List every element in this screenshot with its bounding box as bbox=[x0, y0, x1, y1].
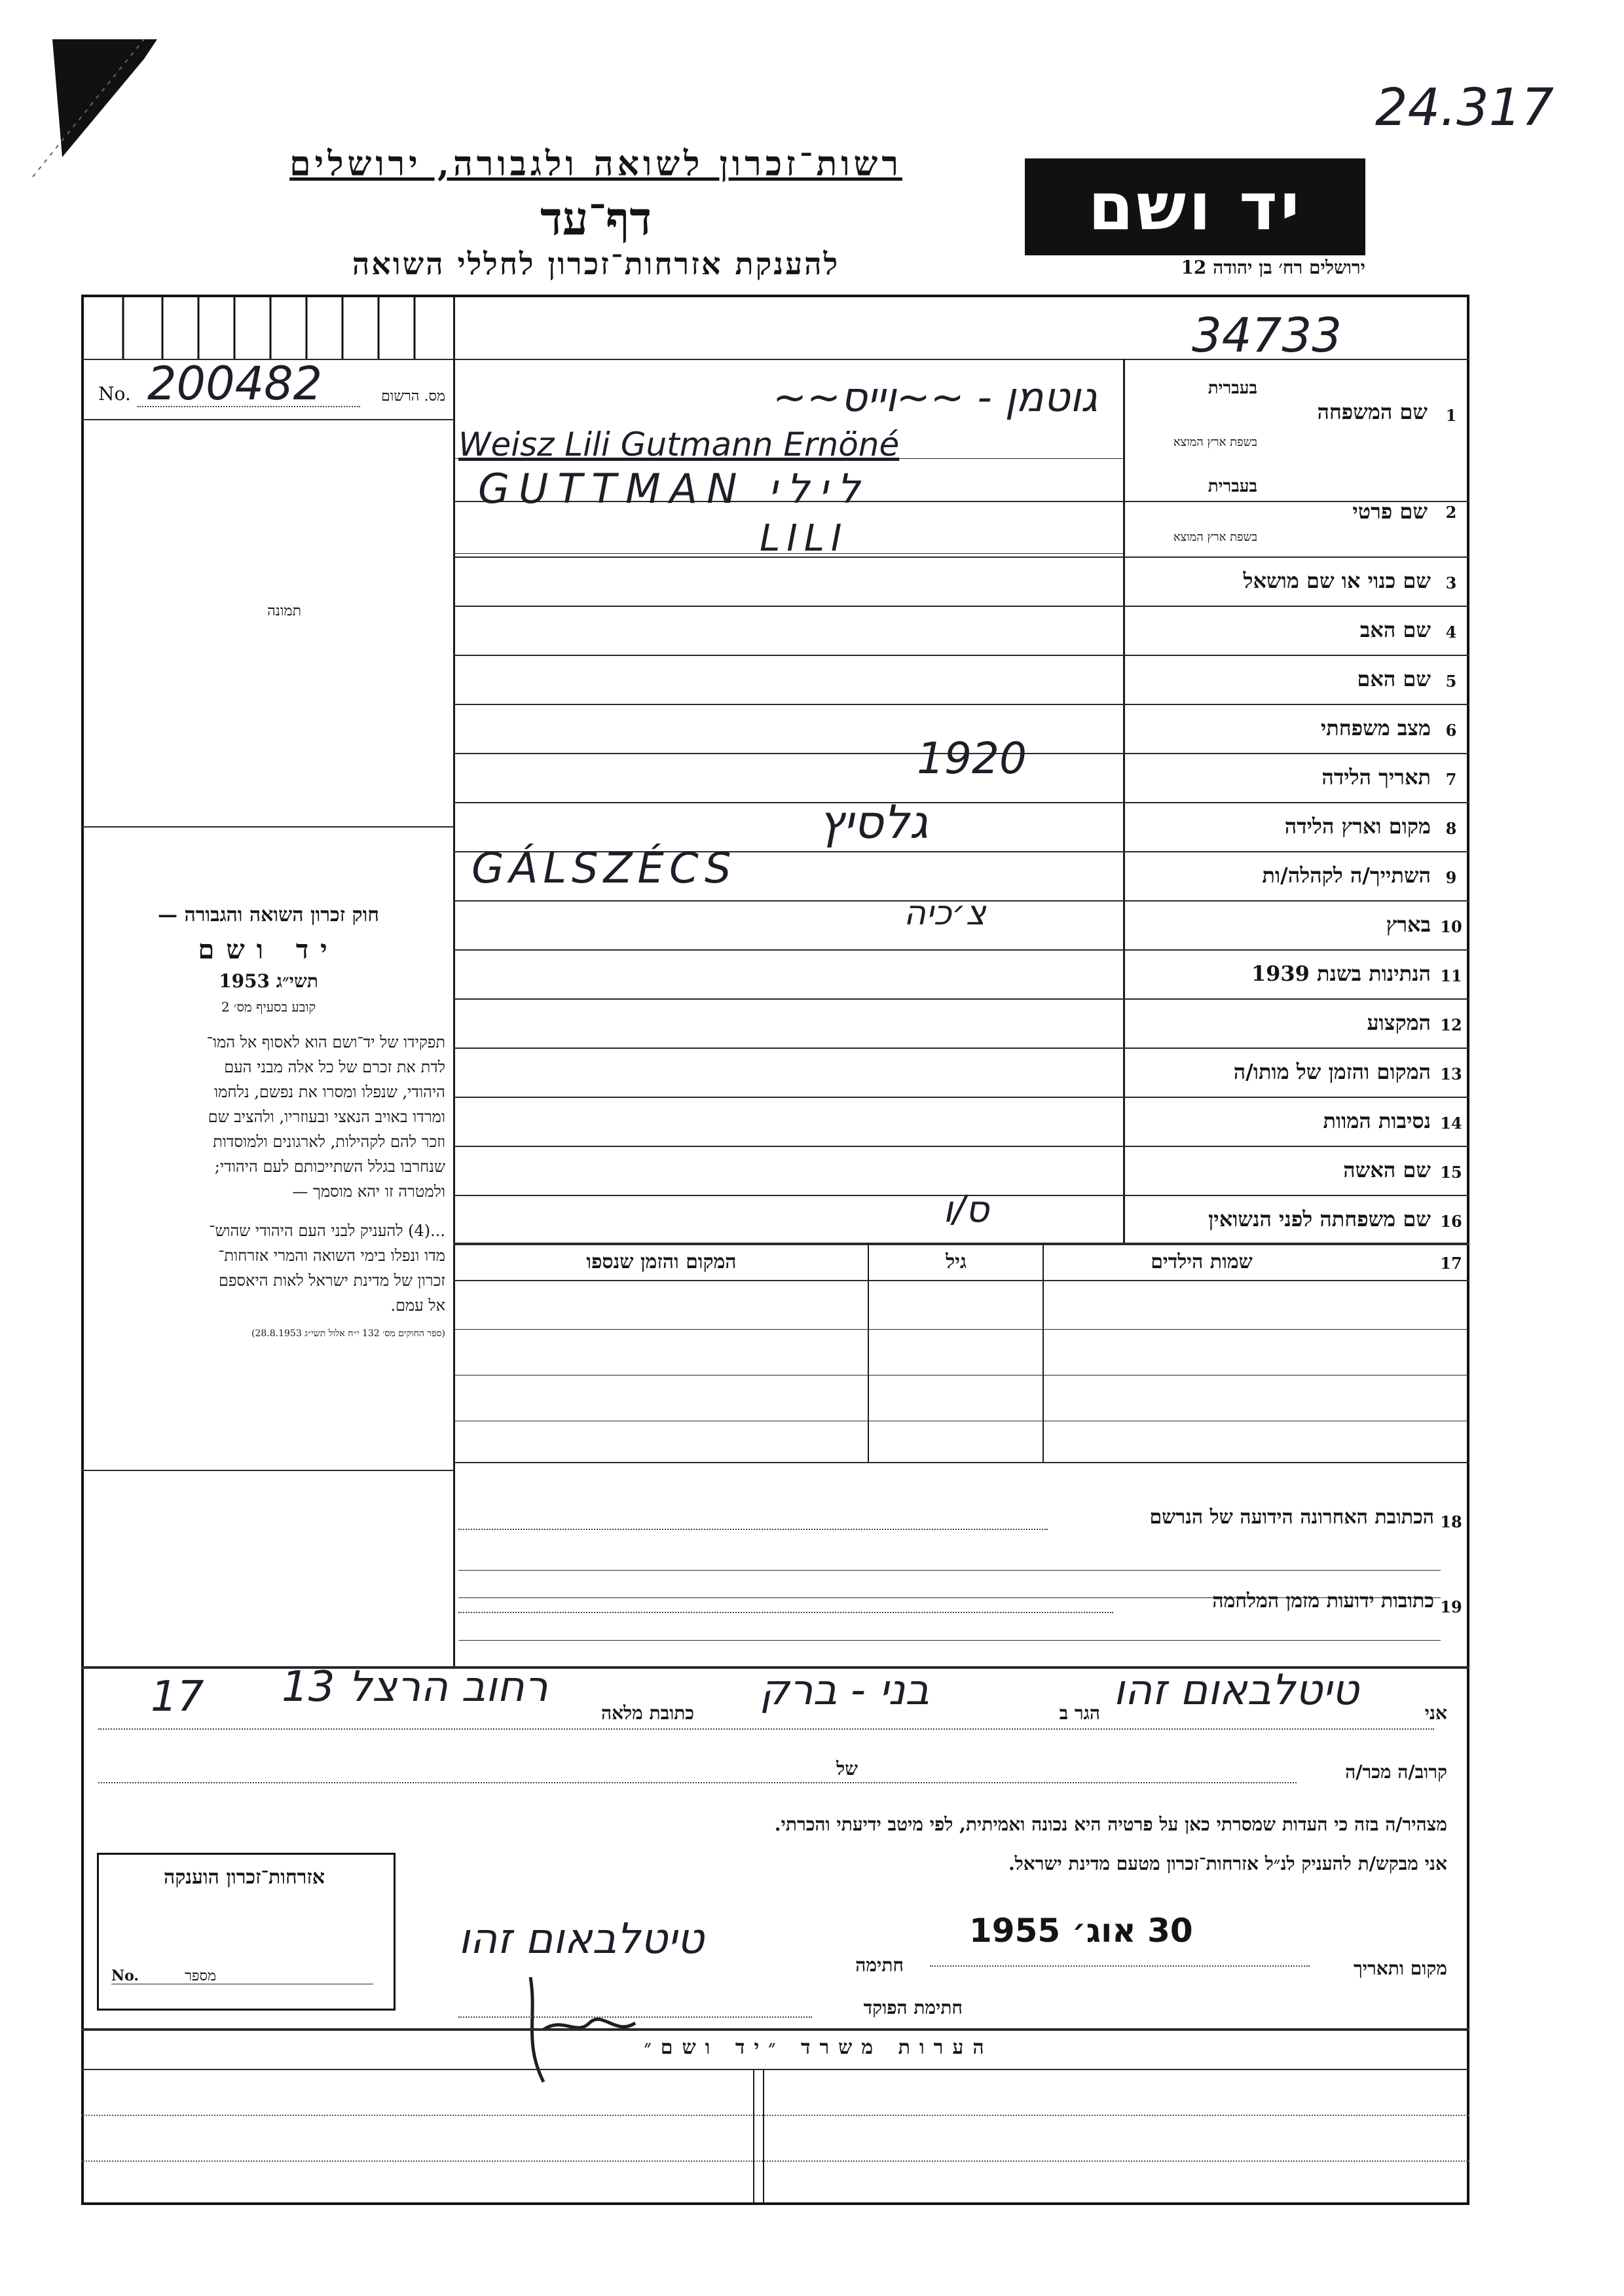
decl-address-label: כתובת מלאה bbox=[600, 1702, 694, 1724]
rule bbox=[458, 1570, 1441, 1571]
photo-bottom bbox=[81, 826, 454, 828]
reg-no-underline bbox=[138, 406, 360, 408]
field-label: שם האשה bbox=[1343, 1157, 1431, 1182]
rule bbox=[81, 2160, 1469, 2162]
field-label: שם האב bbox=[1359, 617, 1431, 642]
register-boxes bbox=[84, 297, 452, 359]
citizenship-box-title: אזרחות־זכרון הוענקה bbox=[163, 1866, 325, 1889]
decl-of-label: של bbox=[836, 1758, 858, 1779]
rule bbox=[453, 704, 1469, 705]
field-value: GUTTMAN לילי bbox=[478, 465, 870, 513]
field-value: Weisz Lili Gutmann Ernöné bbox=[458, 426, 900, 464]
citizenship-number-label: מספר bbox=[185, 1968, 216, 1984]
field-label: מקום וארץ הלידה bbox=[1284, 814, 1431, 839]
field-number: 2 bbox=[1445, 503, 1457, 522]
photo-top bbox=[81, 419, 454, 420]
law-line: ...(4) להעניק לבני העם היהודי שהוש־ bbox=[209, 1222, 445, 1240]
law-block bbox=[92, 903, 445, 1339]
rule bbox=[453, 1462, 1469, 1463]
rule bbox=[453, 802, 1469, 803]
rule bbox=[453, 655, 1469, 656]
field-sub: בשפת ארץ המוצא bbox=[1173, 435, 1257, 449]
children-divider bbox=[868, 1243, 869, 1462]
field-value: גלסיץ bbox=[819, 795, 929, 849]
decl-i-value: טיטלבאום זהו bbox=[1113, 1666, 1359, 1715]
field-label: נסיבות המוות bbox=[1323, 1108, 1431, 1133]
rule bbox=[453, 1048, 1469, 1049]
law-line: וזכר להם לקהילות, לארגונים ולמוסדות bbox=[213, 1133, 445, 1151]
address-line: ירושלים רח׳ בן יהודה 12 bbox=[1181, 257, 1365, 278]
field-label: המקום והזמן של מותו/ה bbox=[1233, 1059, 1431, 1084]
rule bbox=[81, 2069, 1469, 2070]
field-number: 18 bbox=[1440, 1512, 1462, 1531]
law-bottom bbox=[81, 1470, 454, 1471]
reg-no-prefix: No. bbox=[98, 383, 131, 405]
law-name: יד ושם bbox=[198, 934, 339, 965]
field-label: שם פרטי bbox=[1352, 499, 1428, 524]
field-sub: בעברית bbox=[1208, 477, 1257, 496]
field-number: 16 bbox=[1440, 1212, 1462, 1231]
signature-label: חתימה bbox=[855, 1954, 904, 1976]
rule bbox=[98, 1782, 1297, 1784]
field-number: 3 bbox=[1445, 574, 1457, 592]
corner-mark bbox=[13, 13, 196, 183]
rule bbox=[453, 1097, 1469, 1098]
rule bbox=[453, 556, 1469, 558]
law-line: שנחרבו בגלל השתייכותם לעם היהודי; bbox=[214, 1157, 445, 1176]
field-label: השתייך/ה לקהלה/ות bbox=[1262, 863, 1431, 888]
rule bbox=[453, 1280, 1469, 1281]
decl-address-value: רחוב הרצל 13 bbox=[282, 1663, 548, 1711]
decl-line3: אני מבקש/ת להעניק לנ״ל אזרחות־זכרון מטעם מדינת ישראל. bbox=[1008, 1853, 1447, 1874]
field-value: ס/ו bbox=[943, 1188, 989, 1231]
field-number: 6 bbox=[1445, 721, 1457, 740]
law-line: ולמטרה זו יהא מוסמך — bbox=[292, 1182, 445, 1201]
official-signature-label: חתימת הפוקד bbox=[863, 1997, 963, 2018]
rule bbox=[81, 2115, 1469, 2117]
field-value: צ׳כיה bbox=[904, 894, 986, 933]
law-line: תפקידו של יד־ושם הוא לאסוף אל המו־ bbox=[206, 1033, 445, 1051]
form-title: דף־עד bbox=[540, 191, 652, 246]
decl-line2: מצהיר/ה בזה כי העדות שמסרתי כאן על פרטיה היא נכונה ואמיתית, לפי מיטב ידיעתי והכרתי. bbox=[774, 1813, 1447, 1835]
law-line: אל עמם. bbox=[390, 1296, 445, 1315]
date-stamp: 30 אוג׳ 1955 bbox=[969, 1912, 1193, 1950]
reg-no-value: 200482 bbox=[147, 357, 323, 410]
field19-label: כתובות ידועות מזמן המלחמה bbox=[1212, 1590, 1434, 1613]
decl-relative-label: קרוב/ה מכר/ה bbox=[1345, 1761, 1447, 1783]
field-label: שם כנוי או שם מושאל bbox=[1243, 568, 1431, 593]
notes-title: הערות משרד ״יד ושם״ bbox=[644, 2036, 993, 2059]
rule bbox=[458, 1640, 1441, 1641]
field-number: 7 bbox=[1445, 770, 1457, 789]
field-number: 14 bbox=[1440, 1114, 1462, 1133]
rule bbox=[98, 1728, 1434, 1730]
field-number: 10 bbox=[1440, 917, 1462, 936]
field-number: 17 bbox=[1440, 1254, 1462, 1273]
field-sub: בשפת ארץ המוצא bbox=[1173, 530, 1257, 544]
rule bbox=[458, 1529, 1048, 1531]
field18-label: הכתובת האחרונה הידועה של הנרשם bbox=[1149, 1506, 1434, 1529]
field-number: 5 bbox=[1445, 672, 1457, 691]
rule bbox=[930, 1965, 1310, 1967]
field-number: 19 bbox=[1440, 1597, 1462, 1616]
rule bbox=[453, 1146, 1469, 1147]
rule bbox=[458, 1612, 1113, 1614]
field-value: 1920 bbox=[917, 733, 1027, 784]
field-label: הנתינות בשנת 1939 bbox=[1251, 961, 1431, 986]
citizenship-no-label: No. bbox=[111, 1967, 139, 1984]
field-label: מצב משפחתי bbox=[1320, 716, 1431, 740]
law-line: מדו ונפלו בימי השואה והמרי אזרחות־ bbox=[218, 1247, 445, 1265]
children-col-place: המקום והזמן שנספו bbox=[586, 1250, 737, 1273]
field-number: 15 bbox=[1440, 1163, 1462, 1182]
form-subtitle: להענקת אזרחות־זכרון לחללי השואה bbox=[352, 246, 840, 282]
record-number: 34733 bbox=[1192, 308, 1342, 363]
notes-divider bbox=[763, 2069, 764, 2203]
children-divider bbox=[1043, 1243, 1044, 1462]
law-line: לדת את זכרם של כל אלה מבני העם bbox=[224, 1058, 445, 1076]
photo-label: תמונה bbox=[267, 603, 301, 619]
law-year: תשי״ג 1953 bbox=[219, 970, 318, 992]
children-col-age: גיל bbox=[946, 1250, 967, 1273]
field-number: 11 bbox=[1440, 966, 1462, 985]
field-label: תאריך הלידה bbox=[1321, 765, 1431, 790]
field-number: 8 bbox=[1445, 819, 1457, 838]
field-number: 9 bbox=[1445, 868, 1457, 887]
rule bbox=[453, 1329, 1469, 1330]
rule bbox=[453, 949, 1469, 951]
decl-resides-label: הגר ב bbox=[1059, 1702, 1100, 1724]
rule bbox=[453, 1243, 1469, 1245]
archive-number: 24.317 bbox=[1375, 79, 1554, 137]
field-sub: בעברית bbox=[1208, 378, 1257, 398]
law-title: חוק זכרון השואה והגבורה — bbox=[158, 903, 379, 926]
field-label: שם המשפחה bbox=[1317, 399, 1428, 424]
field-number: 12 bbox=[1440, 1015, 1462, 1034]
reg-no-label: מס. הרשום bbox=[381, 388, 445, 405]
field-label: שם האם bbox=[1357, 666, 1431, 691]
rule bbox=[453, 998, 1469, 1000]
law-line: זכרון של מדינת ישראל לאות היאספם bbox=[218, 1271, 445, 1290]
signature-value: טיטלבאום זהו bbox=[458, 1915, 705, 1963]
field-label: המקצוע bbox=[1367, 1010, 1431, 1035]
law-line: היהודי, שנפלו ומסרו את נפשם, נלחמו bbox=[214, 1083, 445, 1101]
authority-title: רשות־זכרון לשואה ולגבורה, ירושלים bbox=[289, 144, 902, 184]
decl-resides-value: בני - ברק bbox=[760, 1666, 930, 1715]
notes-divider bbox=[753, 2069, 754, 2203]
place-date-label: מקום ותאריך bbox=[1353, 1958, 1447, 1979]
field-label: בארץ bbox=[1386, 912, 1431, 937]
field-label: שם משפחתה לפני הנשואין bbox=[1208, 1207, 1431, 1231]
law-line: ומרדו באויב הנאצי ובעוזריו, ולהציב שם bbox=[208, 1108, 445, 1126]
decl-i-label: אני bbox=[1424, 1702, 1447, 1724]
field-value: גוטמן - ~~וייס~~ bbox=[773, 373, 1098, 421]
children-col-names: שמות הילדים bbox=[1151, 1250, 1253, 1273]
field-number: 4 bbox=[1445, 623, 1457, 642]
law-citation: (ספר החוקים מס׳ 132 י״ח אלול תשי״ג 28.8.1953) bbox=[251, 1328, 445, 1339]
decl-address-number: 17 bbox=[151, 1673, 204, 1721]
rule bbox=[81, 2028, 1469, 2031]
label-column-divider bbox=[1123, 359, 1125, 1243]
field-number: 13 bbox=[1440, 1065, 1462, 1084]
rule bbox=[453, 1375, 1469, 1376]
yad-vashem-logo: יד ושם bbox=[1025, 158, 1365, 255]
rule bbox=[453, 606, 1469, 607]
law-clause: קובע בסעיף מס׳ 2 bbox=[221, 999, 316, 1015]
field-value: LILI bbox=[760, 517, 849, 560]
field-number: 1 bbox=[1445, 406, 1457, 425]
rule bbox=[458, 2016, 812, 2018]
field-value: GÁLSZÉCS bbox=[471, 845, 737, 893]
